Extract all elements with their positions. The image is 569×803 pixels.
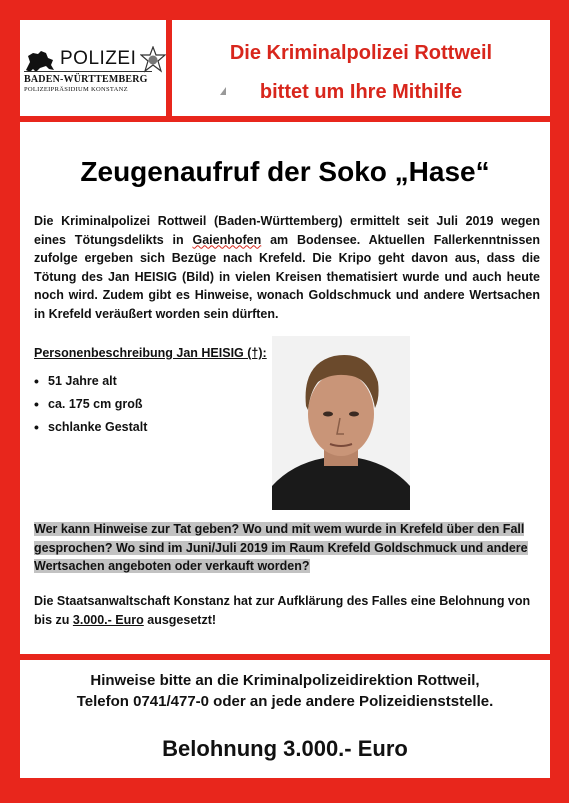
description-heading: Personenbeschreibung Jan HEISIG (†): — [34, 346, 267, 360]
intro-paragraph — [34, 212, 540, 323]
header-line2: bittet um Ihre Mithilfe — [259, 81, 463, 103]
reward-paragraph — [34, 592, 540, 629]
page-title: Zeugenaufruf der Soko „Hase“ — [80, 156, 490, 187]
intro-text-2: am Bodensee. Aktuellen Fallerkenntnissen zufolge ergeben sich Bezüge nach Krefeld. Die Kripo geht davon aus, dass die Tötung des Jan HEISIG (Bild) in vielen Kreisen thematisiert wurde und auch heute noch wird. Zudem gibt es Hinweise, wonach Goldschmuck und andere Wertsachen in Krefeld veräußert worden sein dürften. — [34, 232, 540, 321]
reward-amount: 3.000.- Euro — [72, 612, 144, 627]
reward-text-2: ausgesetzt! — [143, 612, 217, 627]
police-logo-panel — [20, 20, 166, 116]
header-panel — [172, 20, 550, 116]
description-list — [34, 374, 147, 443]
intro-text-1: Die Kriminalpolizei Rottweil (Baden-Württemberg) ermittelt seit Juli 2019 wegen eines Tötungsdelikts in — [34, 214, 540, 247]
list-item: • ca. 175 cm groß — [34, 397, 147, 420]
intro-place: Gaienhofen — [192, 232, 262, 247]
footer-panel — [20, 660, 550, 778]
contact-line2: Telefon 0741/477-0 oder an jede andere Polizeidienststelle. — [76, 693, 494, 710]
contact-line1: Hinweise bitte an die Kriminalpolizeidirektion Rottweil, — [90, 672, 480, 689]
reward-text-1: Die Staatsanwaltschaft Konstanz hat zur Aufklärung des Falles eine Belohnung von bis zu — [34, 594, 531, 627]
list-item: • schlanke Gestalt — [34, 420, 147, 443]
main-panel — [20, 122, 550, 654]
list-item: • 51 Jahre alt — [34, 374, 147, 397]
victim-photo — [272, 336, 410, 510]
logo-state: BADEN-WÜRTTEMBERG — [24, 74, 148, 85]
police-star-icon — [140, 46, 166, 74]
questions-text: Wer kann Hinweise zur Tat geben? Wo und mit wem wurde in Krefeld über den Fall gesprochen? Wo sind im Juni/Juli 2019 im Raum Krefeld Goldschmuck und andere Wertsachen angeboten oder verkauft worden? — [34, 522, 528, 573]
footer-reward: Belohnung 3.000.- Euro — [162, 736, 408, 761]
header-line1: Die Kriminalpolizei Rottweil — [229, 42, 493, 64]
questions-block — [34, 520, 540, 576]
logo-wordmark: POLIZEI — [60, 48, 137, 69]
logo-divider — [24, 71, 152, 72]
logo-office: POLIZEIPRÄSIDIUM KONSTANZ — [24, 86, 128, 93]
